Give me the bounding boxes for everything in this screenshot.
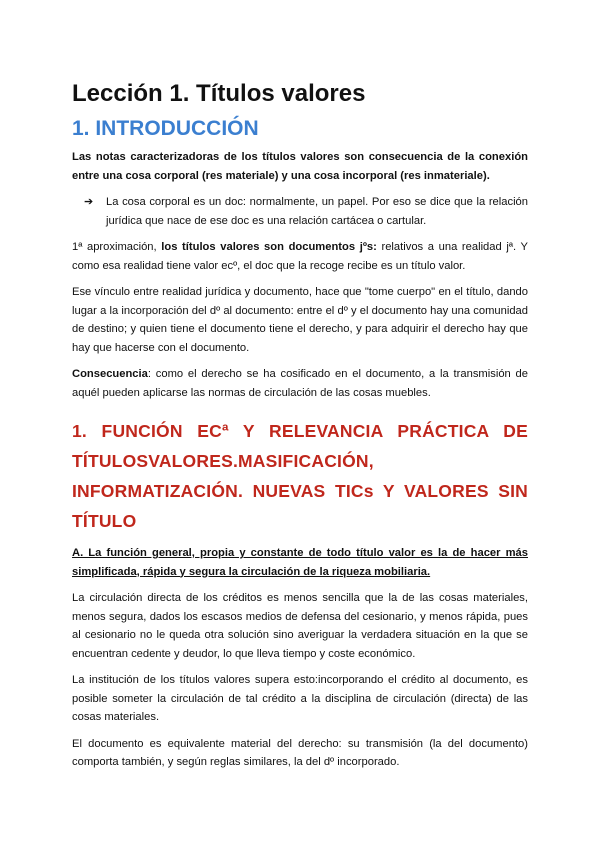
section-heading-introduccion: 1. INTRODUCCIÓN [72, 117, 259, 140]
approximation-prefix: 1ª aproximación, [72, 241, 162, 253]
intro-paragraph: Las notas caracterizadoras de los títulos valores son consecuencia de la conexión entre una cosa corporal (res materiale) y una cosa incorporal (res inmateriale). [72, 151, 528, 182]
approximation-bold: los títulos valores son documentos jºs: [161, 241, 377, 253]
body-paragraph-3: El documento es equivalente material del derecho: su transmisión (la del documento) comporta también, y según reglas similares, la del dº incorporado. [72, 737, 528, 768]
section-heading-funcion: 1. FUNCIÓN ECª Y RELEVANCIA PRÁCTICA DE TÍTULOSVALORES.MASIFICACIÓN, INFORMATIZACIÓN. NUEVAS TICs Y VALORES SIN TÍTULO [72, 421, 528, 531]
arrow-right-icon: ➔ [84, 196, 94, 208]
body-paragraph-2: La institución de los títulos valores supera esto:incorporando el crédito al documento, es posible someter la circulación de tal crédito a la disciplina de circulación (directa) de las cosas materiales. [72, 674, 528, 723]
approximation-rest: relativos a una realidad jª. Y como esa realidad tiene valor ecº, el doc que la recoge recibe es un título valor. [72, 241, 528, 272]
consecuencia-label: Consecuencia [72, 368, 148, 380]
consecuencia-paragraph [72, 365, 528, 402]
bullet-text: La cosa corporal es un doc: normalmente, un papel. Por eso se dice que la relación jurídica que nace de ese doc es una relación cartácea o cartular. [106, 196, 528, 227]
consecuencia-text: : como el derecho se ha cosificado en el documento, a la transmisión de aquél pueden aplicarse las normas de circulación de las cosas muebles. [72, 368, 528, 399]
subheading-a: A. La función general, propia y constante de todo título valor es la de hacer más simplificada, rápida y segura la circulación de la riqueza mobiliaria. [72, 547, 528, 578]
body-paragraph-1: La circulación directa de los créditos es menos sencilla que la de las cosas materiales, menos segura, dados los escasos medios de defensa del cesionario, y menos rápida, pues al cesionario no le queda otra solución sino averiguar la verdadera situación en la que se encuentran cedente y deudor, lo que lleva tiempo y coste económico. [72, 592, 528, 660]
approximation-paragraph [72, 238, 528, 275]
vinculo-paragraph: Ese vínculo entre realidad jurídica y documento, hace que "tome cuerpo" en el título, dando lugar a la incorporación del dº al documento: entre el dº y el documento hay una comunidad de destino; y quien tiene el documento tiene el derecho, y para adquirir el derecho hay que hay que hacerse con el documento. [72, 286, 528, 354]
lesson-title: Lección 1. Títulos valores [72, 80, 366, 107]
bullet-item [72, 193, 528, 230]
